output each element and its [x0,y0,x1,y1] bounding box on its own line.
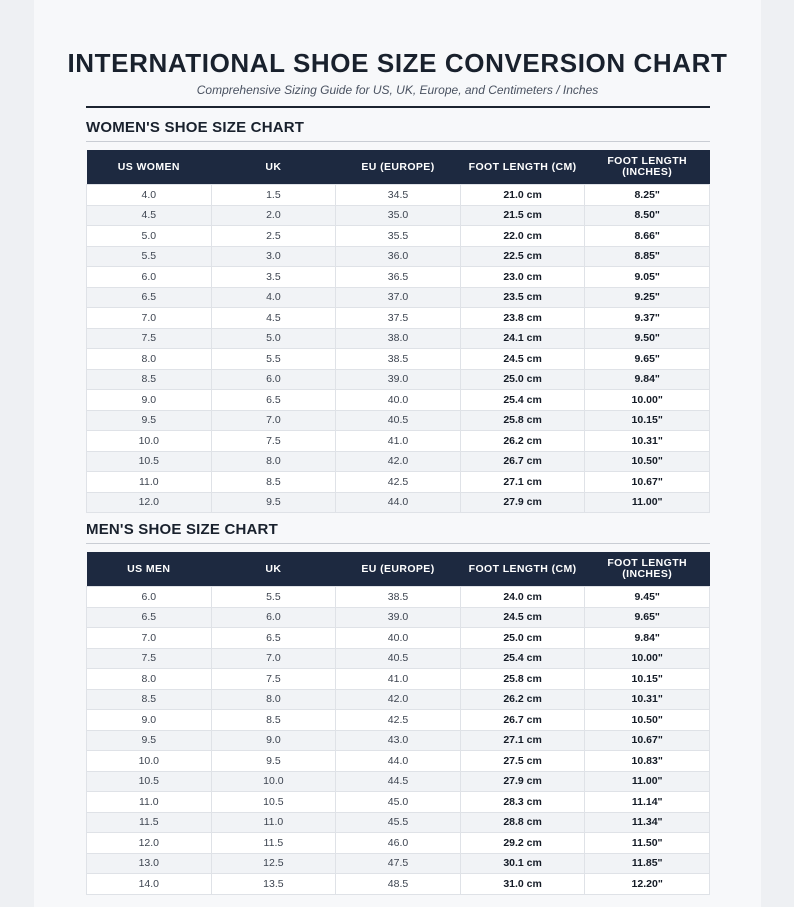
cell-uk-size: 9.5 [211,492,336,513]
cell-uk-size: 7.0 [211,648,336,669]
cell-foot-length-inches: 9.65" [585,349,710,370]
table-row [87,730,710,751]
women-table-body [87,185,710,513]
cell-uk-size: 10.0 [211,771,336,792]
table-row [87,607,710,628]
table-row [87,874,710,895]
cell-foot-length-cm: 30.1 cm [460,853,585,874]
cell-uk-size: 7.0 [211,410,336,431]
cell-us-size: 9.5 [87,730,212,751]
cell-foot-length-inches: 10.83" [585,751,710,772]
column-header-foot-length-cm: FOOT LENGTH (CM) [460,552,585,587]
cell-eu-size: 40.5 [336,648,461,669]
cell-eu-size: 42.0 [336,689,461,710]
cell-us-size: 8.5 [87,369,212,390]
cell-foot-length-inches: 10.50" [585,710,710,731]
cell-uk-size: 11.5 [211,833,336,854]
men-section-title: MEN'S SHOE SIZE CHART [86,521,278,538]
cell-us-size: 7.0 [87,628,212,649]
cell-foot-length-inches: 10.31" [585,431,710,452]
page-title: INTERNATIONAL SHOE SIZE CONVERSION CHART [67,48,728,78]
cell-uk-size: 8.5 [211,710,336,731]
column-header-foot-length-inches: FOOT LENGTH (INCHES) [585,552,710,587]
cell-eu-size: 44.5 [336,771,461,792]
table-row [87,833,710,854]
table-row [87,669,710,690]
cell-eu-size: 35.0 [336,205,461,226]
cell-us-size: 8.5 [87,689,212,710]
cell-us-size: 13.0 [87,853,212,874]
cell-foot-length-inches: 9.84" [585,628,710,649]
cell-us-size: 14.0 [87,874,212,895]
cell-foot-length-cm: 26.7 cm [460,451,585,472]
cell-foot-length-inches: 12.20" [585,874,710,895]
cell-foot-length-inches: 10.67" [585,472,710,493]
cell-eu-size: 36.5 [336,267,461,288]
cell-eu-size: 41.0 [336,431,461,452]
cell-foot-length-inches: 8.66" [585,226,710,247]
table-row [87,246,710,267]
cell-foot-length-cm: 27.1 cm [460,730,585,751]
table-row [87,267,710,288]
cell-foot-length-inches: 9.05" [585,267,710,288]
men-size-table [86,552,710,895]
table-row [87,492,710,513]
cell-foot-length-cm: 25.8 cm [460,410,585,431]
table-row [87,349,710,370]
cell-foot-length-inches: 11.34" [585,812,710,833]
cell-foot-length-cm: 29.2 cm [460,833,585,854]
cell-foot-length-cm: 24.1 cm [460,328,585,349]
cell-us-size: 11.0 [87,792,212,813]
cell-foot-length-inches: 11.85" [585,853,710,874]
cell-eu-size: 40.0 [336,390,461,411]
table-row [87,185,710,206]
cell-foot-length-inches: 9.25" [585,287,710,308]
cell-uk-size: 4.0 [211,287,336,308]
cell-foot-length-cm: 24.5 cm [460,349,585,370]
cell-eu-size: 37.0 [336,287,461,308]
cell-uk-size: 4.5 [211,308,336,329]
men-table-body [87,587,710,895]
cell-uk-size: 6.5 [211,628,336,649]
cell-foot-length-cm: 26.2 cm [460,431,585,452]
cell-us-size: 7.5 [87,648,212,669]
cell-foot-length-cm: 27.9 cm [460,771,585,792]
cell-foot-length-inches: 11.00" [585,492,710,513]
cell-foot-length-cm: 28.8 cm [460,812,585,833]
cell-foot-length-inches: 8.25" [585,185,710,206]
cell-foot-length-cm: 24.0 cm [460,587,585,608]
cell-uk-size: 3.0 [211,246,336,267]
women-section-title: WOMEN'S SHOE SIZE CHART [86,119,305,136]
cell-foot-length-inches: 10.00" [585,648,710,669]
cell-eu-size: 48.5 [336,874,461,895]
cell-foot-length-cm: 23.0 cm [460,267,585,288]
cell-foot-length-inches: 9.37" [585,308,710,329]
table-row [87,390,710,411]
cell-uk-size: 10.5 [211,792,336,813]
column-header-us-women: US WOMEN [87,150,212,185]
cell-foot-length-cm: 26.7 cm [460,710,585,731]
cell-uk-size: 9.5 [211,751,336,772]
cell-eu-size: 42.5 [336,472,461,493]
cell-foot-length-cm: 24.5 cm [460,607,585,628]
column-header-uk: UK [211,552,336,587]
cell-us-size: 5.0 [87,226,212,247]
cell-foot-length-cm: 26.2 cm [460,689,585,710]
table-row [87,751,710,772]
column-header-eu: EU (EUROPE) [336,552,461,587]
table-row [87,226,710,247]
table-row [87,369,710,390]
table-row [87,451,710,472]
cell-foot-length-cm: 25.0 cm [460,628,585,649]
cell-eu-size: 42.0 [336,451,461,472]
women-table-header-row [87,150,710,185]
column-header-us-men: US MEN [87,552,212,587]
cell-us-size: 11.5 [87,812,212,833]
women-size-table [86,150,710,513]
cell-foot-length-cm: 23.8 cm [460,308,585,329]
cell-uk-size: 9.0 [211,730,336,751]
cell-uk-size: 12.5 [211,853,336,874]
cell-us-size: 8.0 [87,349,212,370]
table-row [87,328,710,349]
cell-eu-size: 38.0 [336,328,461,349]
cell-us-size: 4.5 [87,205,212,226]
cell-foot-length-inches: 9.84" [585,369,710,390]
table-row [87,410,710,431]
cell-us-size: 6.5 [87,607,212,628]
cell-eu-size: 39.0 [336,607,461,628]
table-row [87,648,710,669]
cell-us-size: 10.5 [87,771,212,792]
cell-foot-length-cm: 21.0 cm [460,185,585,206]
cell-eu-size: 46.0 [336,833,461,854]
table-row [87,710,710,731]
cell-foot-length-cm: 25.0 cm [460,369,585,390]
cell-us-size: 6.0 [87,587,212,608]
cell-eu-size: 34.5 [336,185,461,206]
cell-uk-size: 1.5 [211,185,336,206]
cell-eu-size: 36.0 [336,246,461,267]
cell-foot-length-inches: 10.15" [585,669,710,690]
cell-foot-length-cm: 27.1 cm [460,472,585,493]
cell-foot-length-cm: 23.5 cm [460,287,585,308]
cell-eu-size: 40.5 [336,410,461,431]
cell-foot-length-cm: 27.9 cm [460,492,585,513]
cell-foot-length-inches: 10.67" [585,730,710,751]
cell-us-size: 4.0 [87,185,212,206]
table-row [87,853,710,874]
cell-us-size: 7.0 [87,308,212,329]
cell-foot-length-cm: 31.0 cm [460,874,585,895]
cell-us-size: 5.5 [87,246,212,267]
cell-uk-size: 2.5 [211,226,336,247]
cell-foot-length-inches: 11.50" [585,833,710,854]
cell-eu-size: 37.5 [336,308,461,329]
column-header-foot-length-inches: FOOT LENGTH (INCHES) [585,150,710,185]
cell-uk-size: 13.5 [211,874,336,895]
table-row [87,287,710,308]
cell-foot-length-inches: 8.50" [585,205,710,226]
cell-us-size: 10.5 [87,451,212,472]
cell-us-size: 7.5 [87,328,212,349]
cell-foot-length-inches: 10.50" [585,451,710,472]
title-divider [86,106,710,108]
cell-foot-length-cm: 22.5 cm [460,246,585,267]
cell-foot-length-cm: 25.8 cm [460,669,585,690]
cell-us-size: 6.0 [87,267,212,288]
cell-foot-length-cm: 27.5 cm [460,751,585,772]
cell-eu-size: 45.5 [336,812,461,833]
cell-uk-size: 5.5 [211,587,336,608]
cell-us-size: 9.0 [87,390,212,411]
cell-foot-length-inches: 10.31" [585,689,710,710]
cell-eu-size: 40.0 [336,628,461,649]
men-table-header-row [87,552,710,587]
table-row [87,431,710,452]
cell-eu-size: 47.5 [336,853,461,874]
cell-uk-size: 8.0 [211,451,336,472]
cell-uk-size: 3.5 [211,267,336,288]
cell-uk-size: 8.5 [211,472,336,493]
cell-uk-size: 6.0 [211,607,336,628]
table-row [87,587,710,608]
table-row [87,812,710,833]
page-subtitle: Comprehensive Sizing Guide for US, UK, Europe, and Centimeters / Inches [196,83,599,97]
cell-uk-size: 5.0 [211,328,336,349]
table-row [87,628,710,649]
cell-uk-size: 6.5 [211,390,336,411]
cell-us-size: 10.0 [87,751,212,772]
document-page [34,0,761,907]
cell-uk-size: 2.0 [211,205,336,226]
cell-foot-length-inches: 9.65" [585,607,710,628]
cell-eu-size: 44.0 [336,751,461,772]
cell-foot-length-cm: 25.4 cm [460,390,585,411]
cell-eu-size: 43.0 [336,730,461,751]
cell-foot-length-cm: 28.3 cm [460,792,585,813]
cell-foot-length-inches: 11.00" [585,771,710,792]
cell-uk-size: 7.5 [211,431,336,452]
cell-eu-size: 45.0 [336,792,461,813]
cell-uk-size: 11.0 [211,812,336,833]
cell-uk-size: 6.0 [211,369,336,390]
table-row [87,771,710,792]
cell-foot-length-cm: 21.5 cm [460,205,585,226]
cell-foot-length-inches: 8.85" [585,246,710,267]
cell-foot-length-inches: 9.45" [585,587,710,608]
cell-eu-size: 44.0 [336,492,461,513]
cell-us-size: 12.0 [87,833,212,854]
cell-eu-size: 41.0 [336,669,461,690]
cell-us-size: 12.0 [87,492,212,513]
table-row [87,689,710,710]
cell-us-size: 9.0 [87,710,212,731]
cell-foot-length-cm: 22.0 cm [460,226,585,247]
cell-us-size: 10.0 [87,431,212,452]
cell-eu-size: 35.5 [336,226,461,247]
cell-foot-length-inches: 11.14" [585,792,710,813]
cell-eu-size: 38.5 [336,349,461,370]
women-section-divider [86,141,710,142]
cell-us-size: 9.5 [87,410,212,431]
table-row [87,308,710,329]
cell-us-size: 6.5 [87,287,212,308]
table-row [87,205,710,226]
cell-foot-length-inches: 9.50" [585,328,710,349]
cell-uk-size: 8.0 [211,689,336,710]
cell-us-size: 8.0 [87,669,212,690]
cell-eu-size: 38.5 [336,587,461,608]
column-header-uk: UK [211,150,336,185]
cell-uk-size: 5.5 [211,349,336,370]
table-row [87,792,710,813]
cell-foot-length-cm: 25.4 cm [460,648,585,669]
men-section-divider [86,543,710,544]
column-header-eu: EU (EUROPE) [336,150,461,185]
column-header-foot-length-cm: FOOT LENGTH (CM) [460,150,585,185]
cell-foot-length-inches: 10.15" [585,410,710,431]
table-row [87,472,710,493]
cell-eu-size: 39.0 [336,369,461,390]
cell-foot-length-inches: 10.00" [585,390,710,411]
cell-eu-size: 42.5 [336,710,461,731]
cell-us-size: 11.0 [87,472,212,493]
cell-uk-size: 7.5 [211,669,336,690]
